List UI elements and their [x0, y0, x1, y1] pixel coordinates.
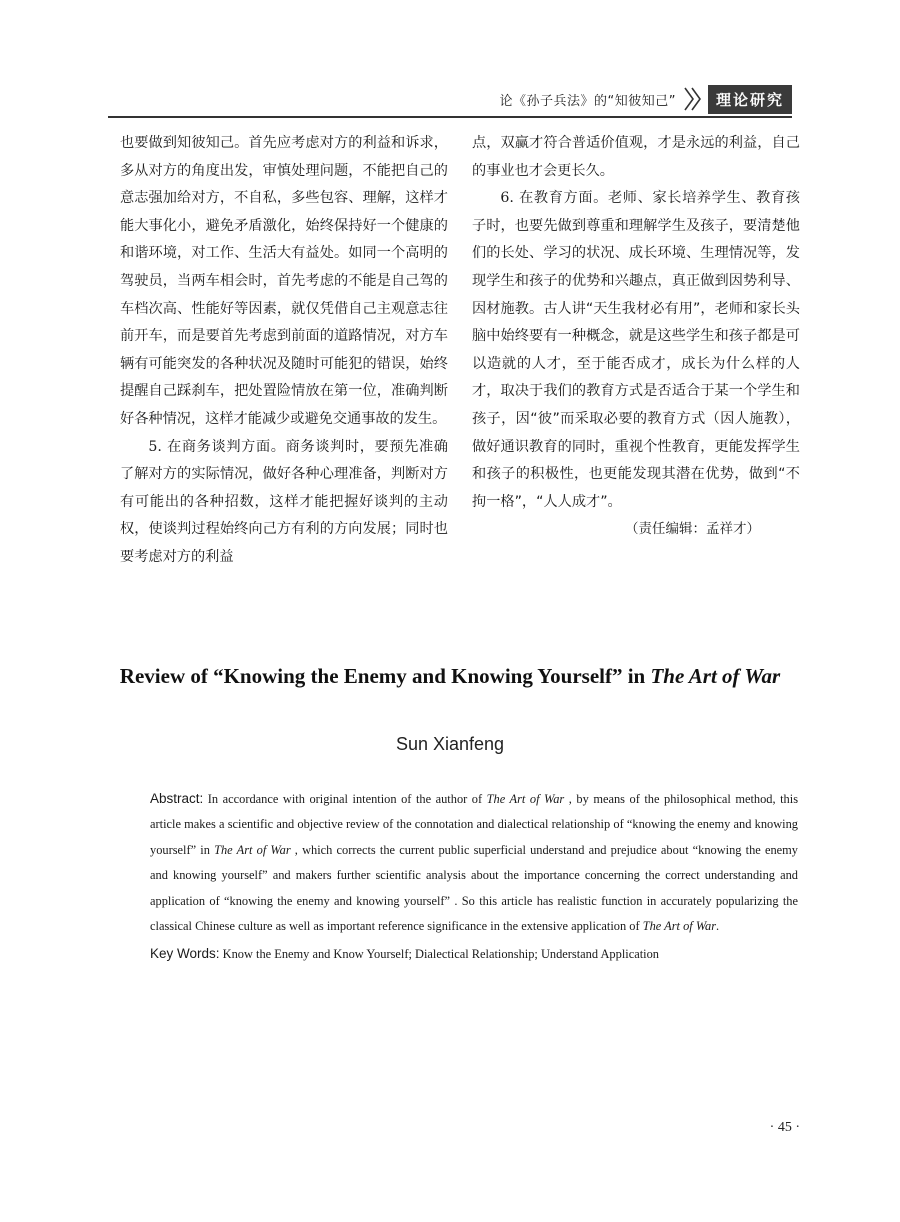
abstract-section: [122, 786, 798, 968]
paragraph: 6. 在教育方面。老师、家长培养学生、教育孩子时，也要先做到尊重和理解学生及孩子，要清楚他们的长处、学习的状况、成长环境、生理情况等，发现学生和孩子的优势和兴趣点，真正做到因势利导、因材施教。古人讲“天生我材必有用”，老师和家长头脑中始终要有一种概念，就是这些学生和孩子都是可以造就的人才，至于能否成才，成长为什么样的人才，取决于我们的教育方式是否适合于某一个学生和孩子，因“彼”而采取必要的教育方式（因人施教），做好通识教育的同时，重视个性教育，更能发挥学生和孩子的积极性，也更能发现其潜在优势，做到“不拘一格”，“人人成才”。: [472, 190, 800, 510]
section-badge: 理论研究: [708, 85, 792, 114]
paragraph: 也要做到知彼知己。首先应考虑对方的利益和诉求，多从对方的角度出发，审慎处理问题，不能把自己的意志强加给对方，不自私，多些包容、理解，这样才能大事化小，避免矛盾激化，始终保持好一个健康的和谐环境，对工作、生活大有益处。如同一个高明的驾驶员，当两车相会时，首先考虑的不能是自己驾的车档次高、性能好等因素，就仅凭借自己主观意志往前开车，而是要首先考虑到前面的道路情况，对方车辆有可能突发的各种状况及随时可能犯的错误，始终提醒自己踩刹车，把处置险情放在第一位，准确判断好各种情况，这样才能减少或避免交通事故的发生。: [120, 135, 448, 427]
left-column: [120, 130, 448, 572]
abstract-text: Abstract: In accordance with original intention of the author of The Art of War , by means of the philosophical method, this article makes a scientific and objective review of the connotation and dialectical relationship of “knowing the enemy and knowing yourself” in The Art of War , which corrects the current public superficial understand and prejudice about “knowing the enemy and knowing yourself” and makers further scientific analysis about the importance concerning the correct understanding and application of “knowing the enemy and knowing yourself” . So this article has realistic function in accurately popularizing the classical Chinese culture as well as important reference significance in the extensive application of The Art of War.: [150, 791, 799, 934]
paragraph-lead: 6. 在教育方面。: [500, 190, 608, 207]
editor-credit: （责任编辑：孟祥才）: [625, 521, 760, 538]
english-title: Review of “Knowing the Enemy and Knowing Yourself” in The Art of War: [119, 664, 781, 688]
abstract-label: Abstract:: [150, 791, 204, 806]
body-columns: [120, 130, 800, 572]
paragraph: 点，双赢才符合普适价值观，才是永远的利益，自己的事业也才会更长久。: [472, 135, 800, 179]
page-header: [108, 82, 792, 118]
keywords: Key Words: Know the Enemy and Know Yourself; Dialectical Relationship; Understand Application: [150, 946, 659, 962]
book-title: The Art of War: [650, 664, 781, 688]
paragraph: 5. 在商务谈判方面。商务谈判时，要预先准确了解对方的实际情况，做好各种心理准备，判断对方有可能出的各种招数，这样才能把握好谈判的主动权，使谈判过程始终向己方有利的方向发展；同时也要考虑对方的利益: [120, 438, 448, 565]
double-chevron-icon: [682, 86, 704, 112]
author-name: Sun Xianfeng: [395, 734, 505, 754]
keywords-label: Key Words:: [150, 946, 220, 962]
paragraph-lead: 5. 在商务谈判方面。: [148, 438, 286, 455]
right-column: [472, 130, 800, 572]
running-title: 论《孙子兵法》的“知彼知己”: [499, 93, 676, 109]
page-number: · 45 ·: [769, 1120, 800, 1135]
